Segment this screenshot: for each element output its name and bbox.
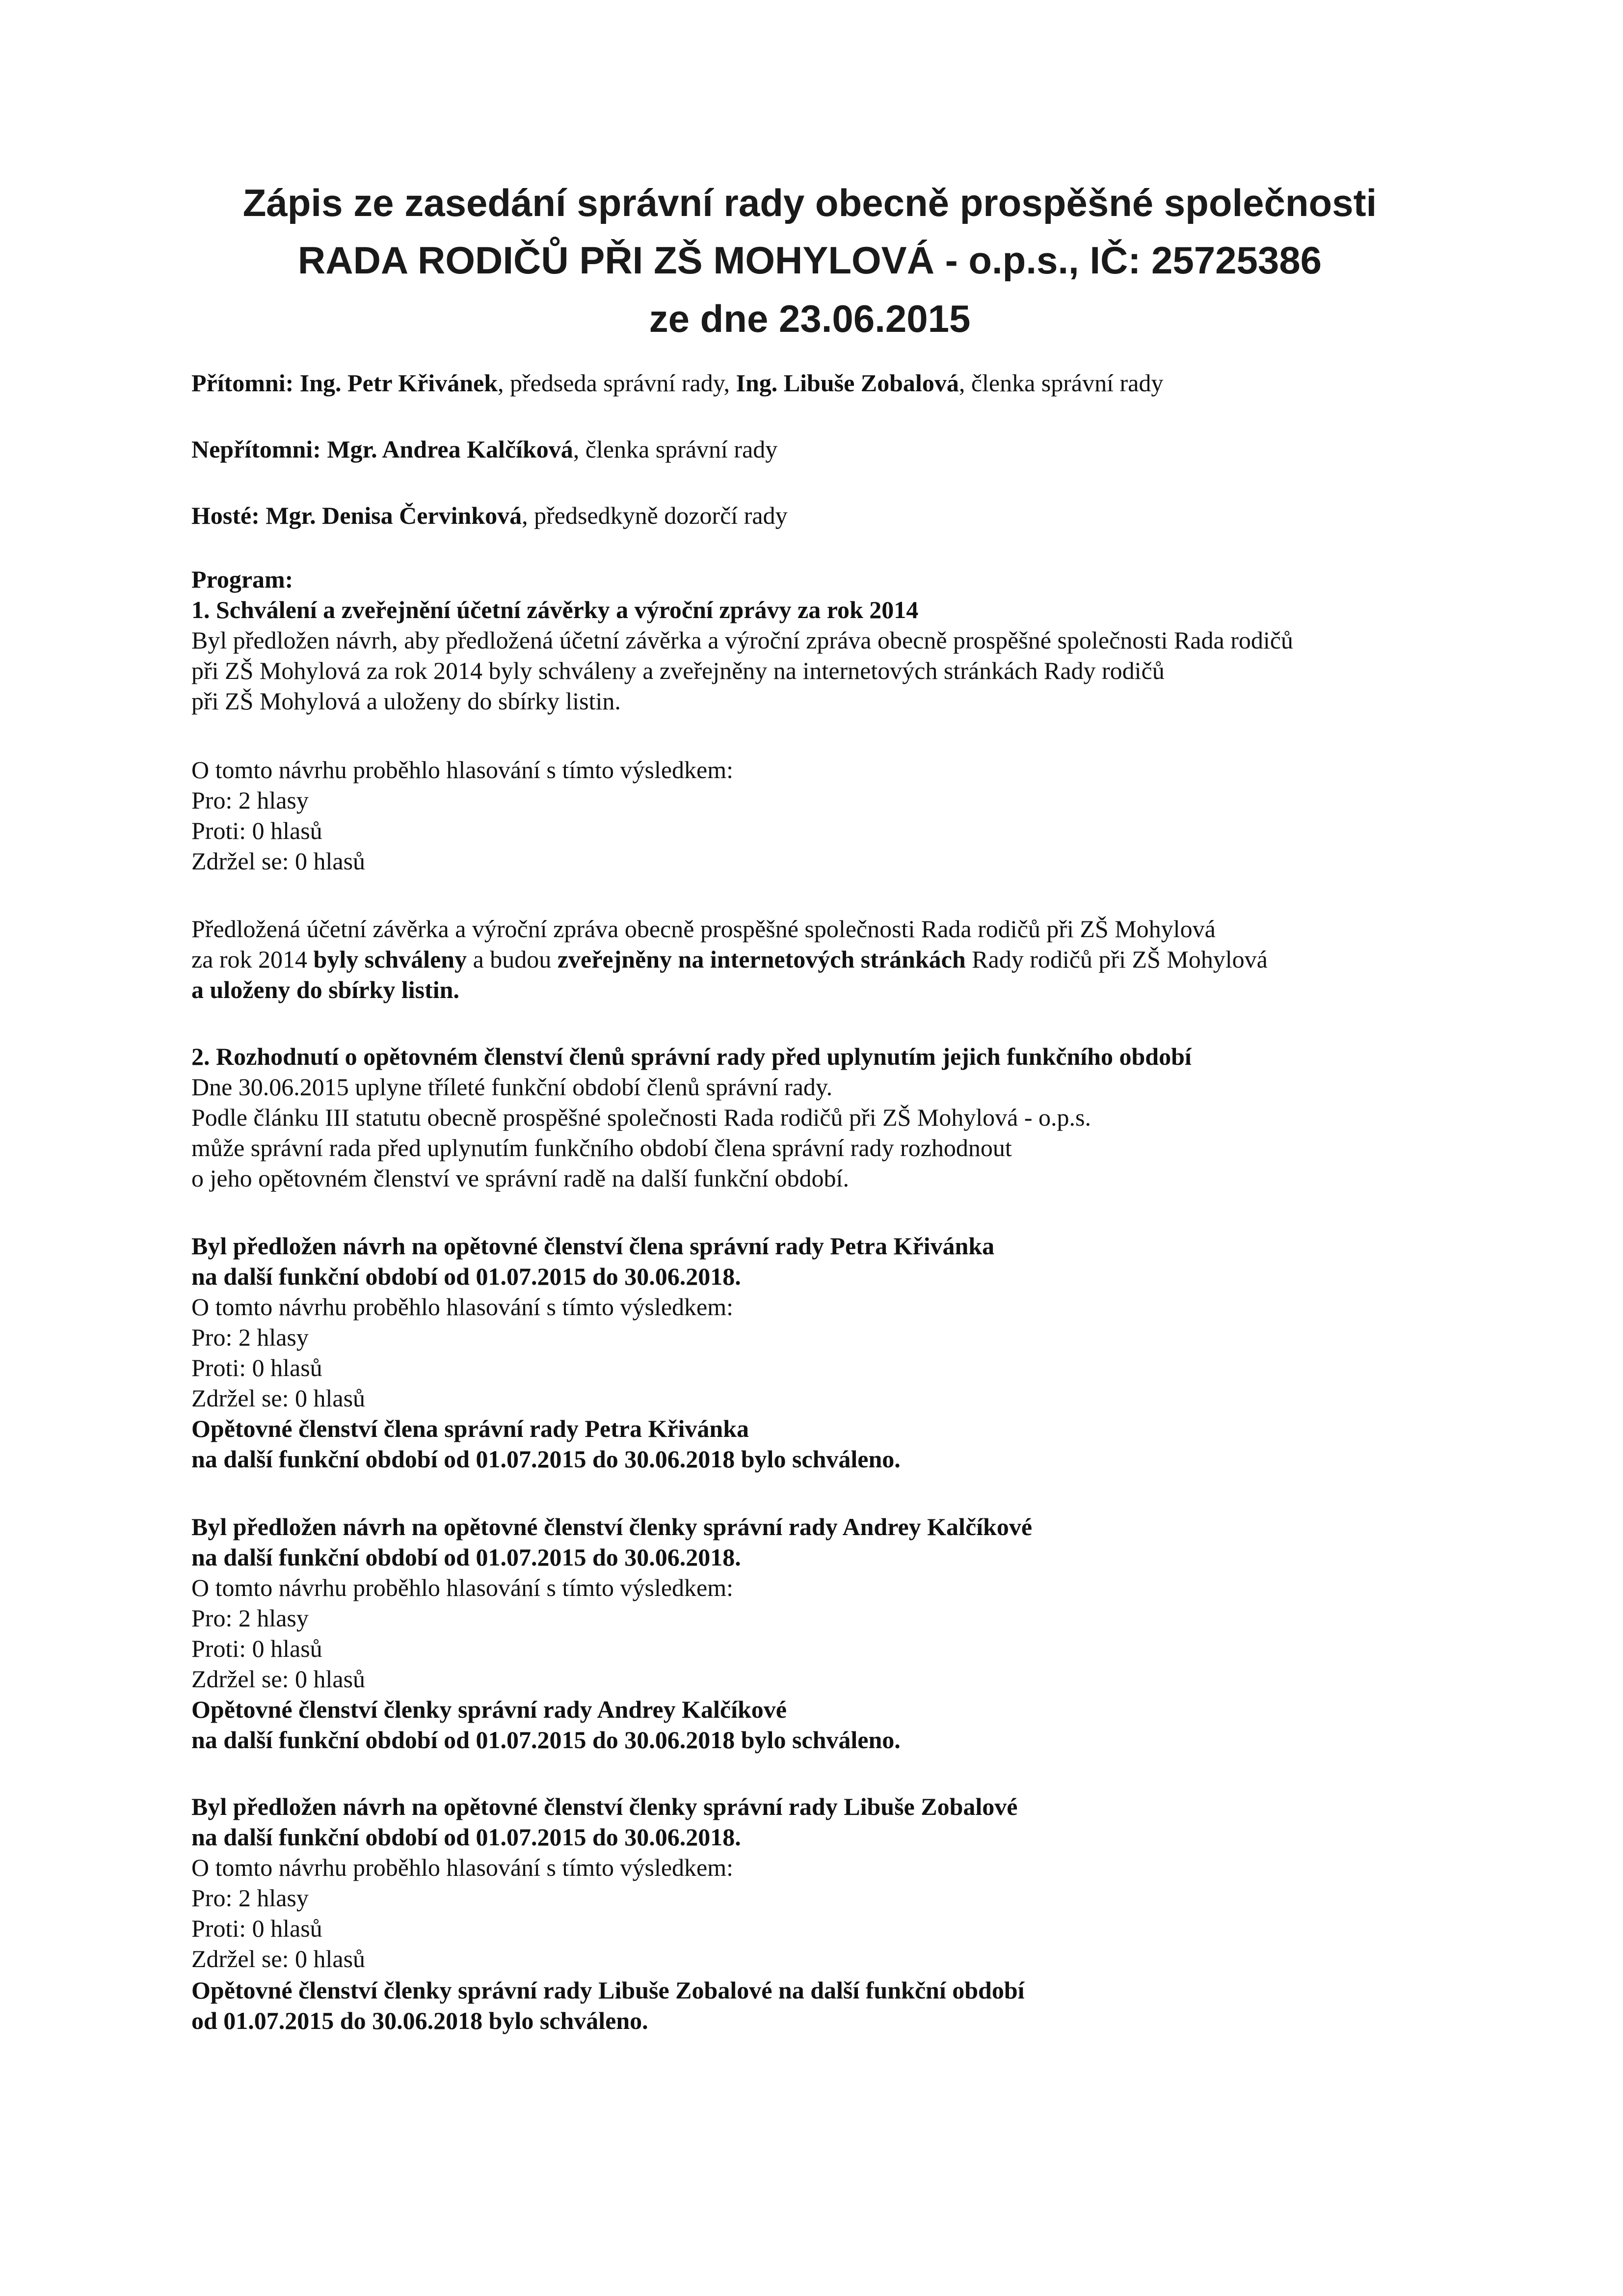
result-text: a budou <box>467 945 558 973</box>
result-text: Rady rodičů při ZŠ Mohylová <box>965 945 1268 973</box>
vote-1-result-line: Opětovné členství člena správní rady Petra Křivánka <box>191 1415 749 1442</box>
present-person-1-role: , předseda správní rady, <box>498 369 730 397</box>
vote-2-abstain: Zdržel se: 0 hlasů <box>191 1665 366 1693</box>
result-published: zveřejněny na internetových stránkách <box>557 945 966 973</box>
present-person-2-name: Ing. Libuše Zobalová <box>736 369 959 397</box>
vote-2-result-line: na další funkční období od 01.07.2015 do 30.06.2018 bylo schváleno. <box>191 1726 901 1754</box>
absent-person-name: Mgr. Andrea Kalčíková <box>327 435 573 463</box>
result-approved: byly schváleny <box>313 945 467 973</box>
title-line-2: RADA RODIČŮ PŘI ZŠ MOHYLOVÁ - o.p.s., IČ: 25725386 <box>297 239 1322 282</box>
vote-3-proposal-line: na další funkční období od 01.07.2015 do 30.06.2018. <box>191 1823 741 1851</box>
item-1-vote-abstain: Zdržel se: 0 hlasů <box>191 847 366 875</box>
vote-1-against: Proti: 0 hlasů <box>191 1354 322 1381</box>
item-1-vote-for: Pro: 2 hlasy <box>191 786 309 814</box>
item-1-text-line: Byl předložen návrh, aby předložená účetní závěrka a výroční zpráva obecně prospěšné společnosti Rada rodičů <box>191 626 1293 654</box>
vote-3-result-line: od 01.07.2015 do 30.06.2018 bylo schváleno. <box>191 2007 648 2034</box>
item-1-vote-against: Proti: 0 hlasů <box>191 817 322 844</box>
guests-label: Hosté: <box>191 502 260 529</box>
item-1-result-line: Předložená účetní závěrka a výroční zpráva obecně prospěšné společnosti Rada rodičů při ZŠ Mohylová <box>191 915 1216 943</box>
item-2-text-line: o jeho opětovném členství ve správní radě na další funkční období. <box>191 1164 849 1192</box>
item-2-text-line: Dne 30.06.2015 uplyne tříleté funkční období členů správní rady. <box>191 1073 833 1101</box>
vote-2-for: Pro: 2 hlasy <box>191 1604 309 1632</box>
item-1-result-line: a uloženy do sbírky listin. <box>191 976 459 1003</box>
vote-2-proposal-line: na další funkční období od 01.07.2015 do 30.06.2018. <box>191 1543 741 1571</box>
item-1-text-line: při ZŠ Mohylová za rok 2014 byly schváleny a zveřejněny na internetových stránkách Rady rodičů <box>191 657 1165 684</box>
present-person-1-name: Ing. Petr Křivánek <box>299 369 498 397</box>
vote-1-intro: O tomto návrhu proběhlo hlasování s tímto výsledkem: <box>191 1293 734 1321</box>
vote-1-for: Pro: 2 hlasy <box>191 1324 309 1351</box>
present-label: Přítomni: <box>191 369 294 397</box>
item-1-text-line: při ZŠ Mohylová a uloženy do sbírky listin. <box>191 687 621 715</box>
vote-2-result-line: Opětovné členství členky správní rady Andrey Kalčíkové <box>191 1696 787 1723</box>
item-2-text-line: může správní rada před uplynutím funkčního období člena správní rady rozhodnout <box>191 1134 1012 1162</box>
vote-3-result-line: Opětovné členství členky správní rady Libuše Zobalové na další funkční období <box>191 1976 1025 2004</box>
vote-1-abstain: Zdržel se: 0 hlasů <box>191 1384 366 1412</box>
vote-2-intro: O tomto návrhu proběhlo hlasování s tímto výsledkem: <box>191 1574 734 1601</box>
absent-person-role: , členka správní rady <box>573 435 778 463</box>
vote-3-proposal-line: Byl předložen návrh na opětovné členství členky správní rady Libuše Zobalové <box>191 1793 1018 1820</box>
present-person-2-role: , členka správní rady <box>958 369 1164 397</box>
title-line-3: ze dne 23.06.2015 <box>649 297 971 340</box>
program-label: Program: <box>191 566 293 593</box>
guests-line <box>191 501 788 530</box>
vote-2-proposal-line: Byl předložen návrh na opětovné členství členky správní rady Andrey Kalčíkové <box>191 1513 1033 1540</box>
absent-line <box>191 434 777 464</box>
item-1-vote-intro: O tomto návrhu proběhlo hlasování s tímto výsledkem: <box>191 756 734 783</box>
item-1-result-line <box>191 945 1268 974</box>
vote-2-against: Proti: 0 hlasů <box>191 1635 322 1662</box>
guest-role: , předsedkyně dozorčí rady <box>522 502 788 529</box>
present-line <box>191 368 1163 398</box>
item-2-heading: 2. Rozhodnutí o opětovném členství členů správní rady před uplynutím jejich funkčního období <box>191 1043 1192 1070</box>
vote-3-intro: O tomto návrhu proběhlo hlasování s tímto výsledkem: <box>191 1854 734 1881</box>
result-text: za rok 2014 <box>191 945 314 973</box>
absent-label: Nepřítomni: <box>191 435 321 463</box>
vote-1-proposal-line: Byl předložen návrh na opětovné členství člena správní rady Petra Křivánka <box>191 1232 995 1260</box>
vote-1-result-line: na další funkční období od 01.07.2015 do 30.06.2018 bylo schváleno. <box>191 1445 901 1473</box>
title-line-1: Zápis ze zasedání správní rady obecně prospěšné společnosti <box>242 181 1377 224</box>
vote-3-against: Proti: 0 hlasů <box>191 1915 322 1942</box>
guest-name: Mgr. Denisa Červinková <box>266 502 522 529</box>
item-2-text-line: Podle článku III statutu obecně prospěšné společnosti Rada rodičů při ZŠ Mohylová - o.p.s. <box>191 1104 1091 1131</box>
vote-1-proposal-line: na další funkční období od 01.07.2015 do 30.06.2018. <box>191 1263 741 1290</box>
vote-3-for: Pro: 2 hlasy <box>191 1884 309 1912</box>
item-1-heading: 1. Schválení a zveřejnění účetní závěrky a výroční zprávy za rok 2014 <box>191 596 919 623</box>
vote-3-abstain: Zdržel se: 0 hlasů <box>191 1945 366 1972</box>
